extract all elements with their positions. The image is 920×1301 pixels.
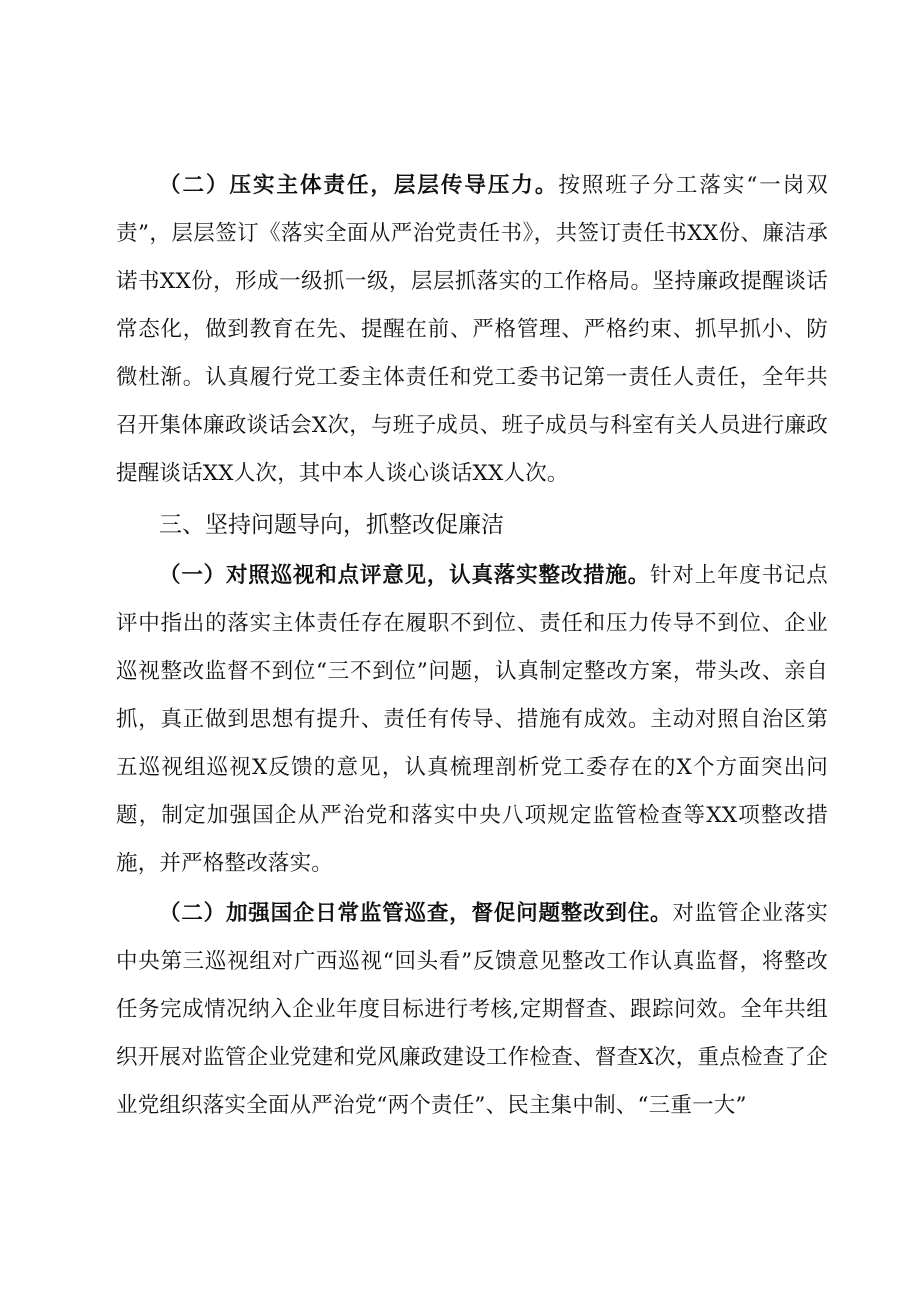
paragraph-text: 对监管企业落实中央第三巡视组对广西巡视“回头看”反馈意见整改工作认真监督，将整改任务完成情况纳入企业年度目标进行考核,定期督查、跟踪问效。全年共组织开展对监管企业党建和党风廉政建设工作检查、督查X次，重点检查了企业党组织落实全面从严治党“两个责任”、民主集中制、“三重一大”	[116, 901, 828, 1118]
paragraph-lead: （二）加强国企日常监管巡查，督促问题整改到住。	[159, 901, 673, 926]
document-body	[116, 162, 828, 1130]
paragraph-text: 针对上年度书记点评中指出的落实主体责任存在履职不到位、责任和压力传导不到位、企业巡视整改监督不到位“三不到位”问题，认真制定整改方案，带头改、亲自抓，真正做到思想有提升、责任有传导、措施有成效。主动对照自治区第五巡视组巡视X反馈的意见，认真梳理剖析党工委存在的X个方面突出问题，制定加强国企从严治党和落实中央八项规定监管检查等XX项整改措施，并严格整改落实。	[116, 563, 828, 876]
section-heading: 三、坚持问题导向，抓整改促廉洁	[159, 512, 504, 538]
paragraph-text: 按照班子分工落实“一岗双责”，层层签订《落实全面从严治党责任书》，共签订责任书XX份、廉洁承诺书XX份，形成一级抓一级，层层抓落实的工作格局。坚持廉政提醒谈话常态化，做到教育在先、提醒在前、严格管理、严格约束、抓早抓小、防微杜渐。认真履行党工委主体责任和党工委书记第一责任人责任，全年共召开集体廉政谈话会X次，与班子成员、班子成员与科室有关人员进行廉政提醒谈话XX人次，其中本人谈心谈话XX人次。	[116, 173, 828, 486]
paragraph-supervision	[116, 890, 828, 1130]
paragraph-lead: （一）对照巡视和点评意见，认真落实整改措施。	[159, 563, 651, 588]
paragraph-responsibility	[116, 162, 828, 498]
paragraph-rectification	[116, 552, 828, 888]
paragraph-lead: （二）压实主体责任，层层传导压力。	[159, 173, 559, 198]
